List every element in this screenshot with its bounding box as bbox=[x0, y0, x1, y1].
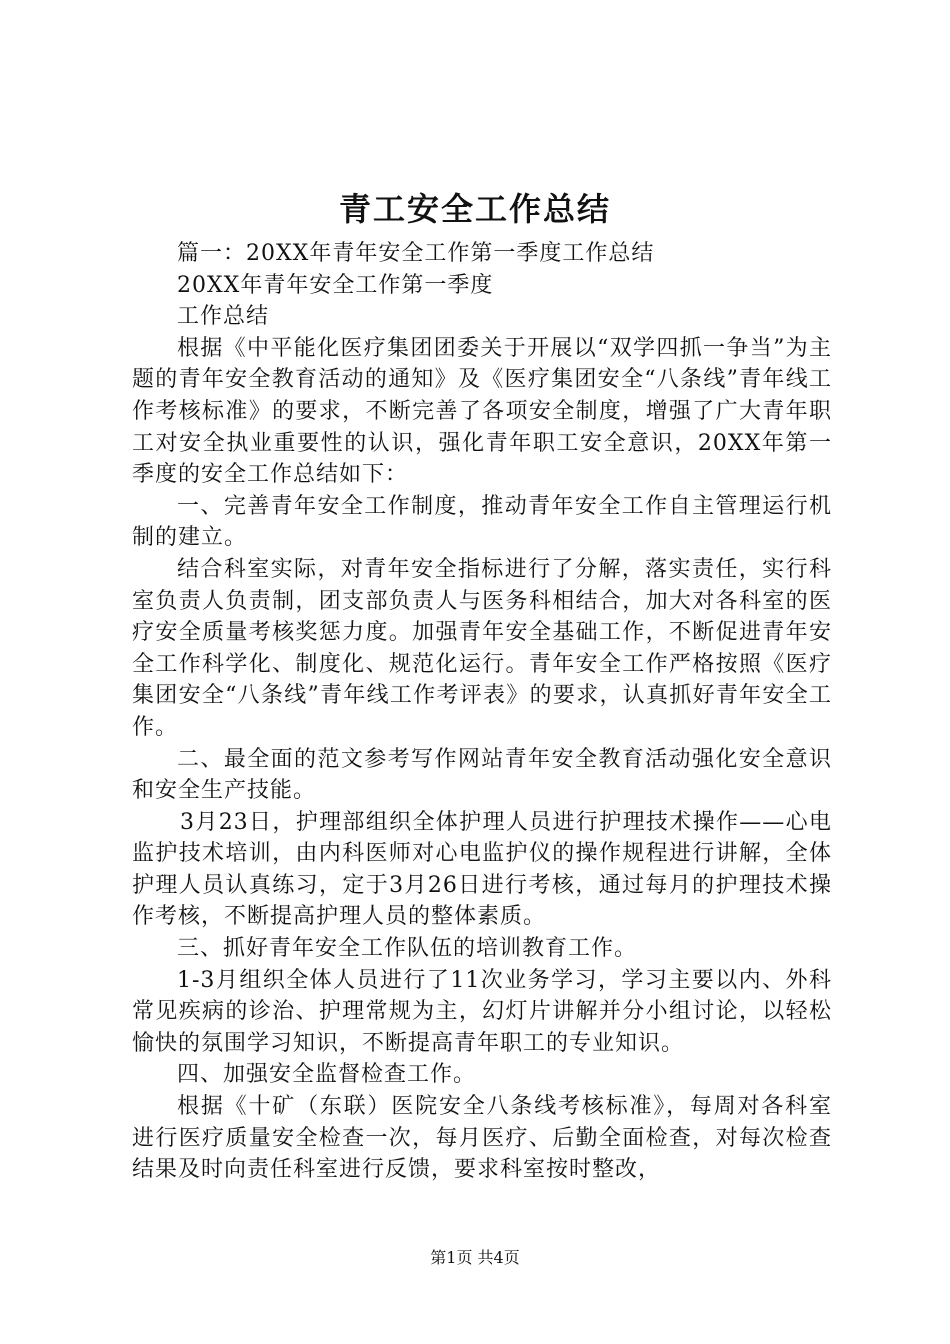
section-heading: 二、最全面的范文参考写作网站青年安全教育活动强化安全意识和安全生产技能。 bbox=[132, 746, 832, 804]
page-number: 第1页 共4页 bbox=[430, 1248, 520, 1267]
paragraph-subtitle: 篇一：20XX年青年安全工作第一季度工作总结 bbox=[177, 241, 655, 266]
paragraph: 1-3月组织全体人员进行了11次业务学习，学习主要以内、外科常见疾病的诊治、护理常规为主，幻灯片讲解并分小组讨论，以轻松愉快的氛围学习知识，不断提高青年职工的专业知识。 bbox=[132, 967, 832, 1056]
section-heading: 四、加强安全监督检查工作。 bbox=[177, 1062, 477, 1088]
paragraph: 根据《十矿（东联）医院安全八条线考核标准》，每周对各科室进行医疗质量安全检查一次，每月医疗、后勤全面检查，对每次检查结果及时向责任科室进行反馈，要求科室按时整改， bbox=[132, 1094, 832, 1183]
paragraph: 根据《中平能化医疗集团团委关于开展以“双学四抓一争当”为主题的青年安全教育活动的通知》及《医疗集团安全“八条线”青年线工作考核标准》的要求，不断完善了各项安全制度，增强了广大青年职工对安全执业重要性的认识，强化青年职工安全意识，20XX年第一季度的安全工作总结如下： bbox=[132, 335, 832, 488]
section-heading: 一、完善青年安全工作制度，推动青年安全工作自主管理运行机制的建立。 bbox=[132, 493, 832, 551]
document-title: 青工安全工作总结 bbox=[338, 190, 611, 228]
section-heading: 三、抓好青年安全工作队伍的培训教育工作。 bbox=[177, 936, 638, 962]
paragraph: 结合科室实际，对青年安全指标进行了分解，落实责任，实行科室负责人负责制，团支部负责人与医务科相结合，加大对各科室的医疗安全质量考核奖惩力度。加强青年安全基础工作，不断促进青年安全工作科学化、制度化、规范化运行。青年安全工作严格按照《医疗集团安全“八条线”青年线工作考评表》的要求，认真抓好青年安全工作。 bbox=[132, 556, 832, 740]
document-body bbox=[132, 238, 832, 1186]
paragraph: 3月23日，护理部组织全体护理人员进行护理技术操作——心电监护技术培训，由内科医师对心电监护仪的操作规程进行讲解，全体护理人员认真练习，定于3月26日进行考核，通过每月的护理技术操作考核，不断提高护理人员的整体素质。 bbox=[132, 809, 832, 930]
paragraph-heading-line: 工作总结 bbox=[177, 304, 270, 330]
paragraph-heading-line: 20XX年青年安全工作第一季度 bbox=[177, 272, 494, 298]
